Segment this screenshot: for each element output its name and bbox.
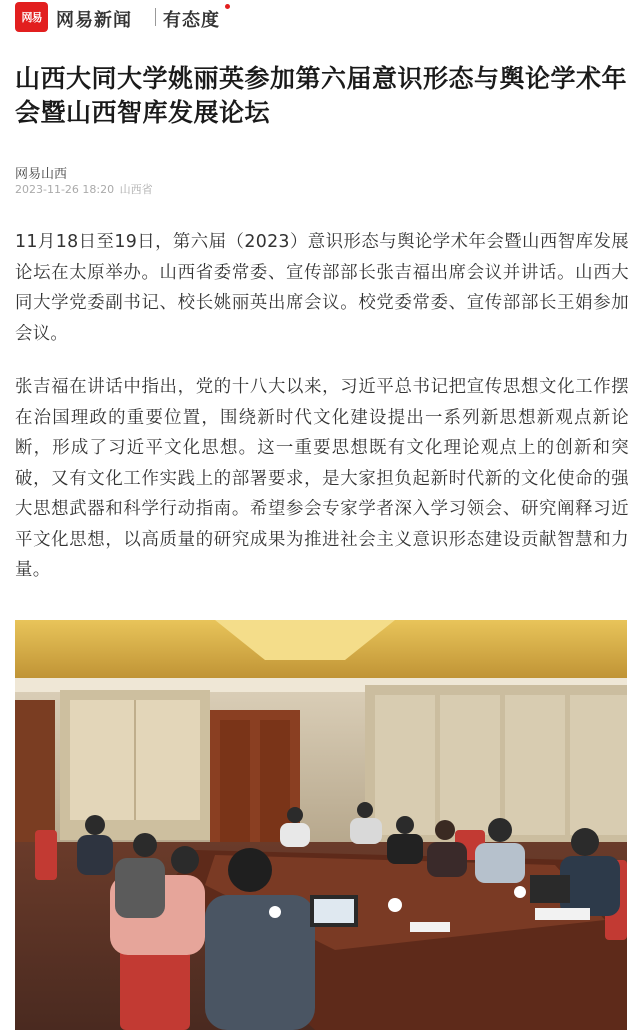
brand-name[interactable]: 网易新闻 — [56, 10, 132, 31]
article-title: 山西大同大学姚丽英参加第六届意识形态与舆论学术年会暨山西智库发展论坛 — [15, 64, 628, 127]
netease-logo[interactable] — [15, 2, 48, 32]
article-location: 山西省 — [119, 183, 153, 196]
logo-text: 网易 — [21, 11, 42, 24]
slogan-dot-icon — [225, 4, 230, 9]
brand-divider — [155, 8, 156, 26]
article-datetime: 2023-11-26 18:20 — [15, 183, 115, 196]
brand-slogan: 有态度 — [163, 10, 220, 31]
meeting-photo — [15, 620, 627, 1030]
article-meta — [15, 181, 153, 197]
article-paragraph: 张吉福在讲话中指出，党的十八大以来，习近平总书记把宣传思想文化工作摆在治国理政的重要位置，围绕新时代文化建设提出一系列新思想新观点新论断，形成了习近平文化思想。这一重要思想既有文化理论观点上的创新和突破，又有文化工作实践上的部署要求，是大家担负起新时代新的文化使命的强大思想武器和科学行动指南。希望参会专家学者深入学习领会、研究阐释习近平文化思想，以高质量的研究成果为推进社会主义意识形态建设贡献智慧和力量。 — [15, 377, 629, 580]
article-source[interactable]: 网易山西 — [15, 167, 68, 182]
site-header — [0, 0, 640, 34]
article-paragraph: 11月18日至19日，第六届（2023）意识形态与舆论学术年会暨山西智库发展论坛在太原举办。山西省委常委、宣传部部长张吉福出席会议并讲话。山西大同大学党委副书记、校长姚丽英出席会议。校党委常委、宣传部部长王娟参加会议。 — [15, 232, 629, 344]
